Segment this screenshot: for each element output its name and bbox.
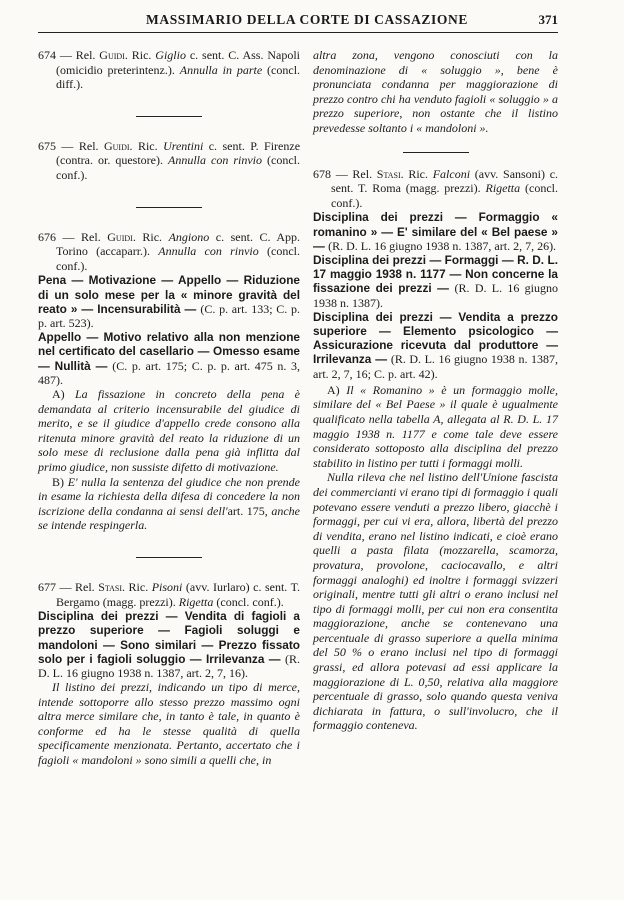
maxim-body bbox=[313, 383, 558, 471]
ric-label: Ric. bbox=[131, 48, 152, 62]
maxim-reference: (R. D. L. 16 giugno 1938 n. 1387). bbox=[313, 281, 558, 310]
conclusion: (concl. conf.). bbox=[56, 153, 301, 182]
left-column bbox=[38, 48, 300, 768]
maxim-heading bbox=[38, 609, 300, 680]
entry-number: 674 — Rel. bbox=[38, 48, 96, 62]
entry-number: 678 — Rel. bbox=[313, 166, 373, 181]
ric-label: Ric. bbox=[128, 579, 149, 594]
maxim-body bbox=[38, 387, 300, 475]
conclusion: (concl. conf.). bbox=[216, 594, 284, 609]
paragraph-text: anche se intende respingerla. bbox=[38, 503, 300, 533]
paragraph-text: E' nulla la sentenza del giudice che non prende in esame la richiesta della difesa di concedere la non iscrizione della condanna ai sensi dell' bbox=[38, 474, 301, 518]
maxim-text: Disciplina dei prezzi — Formaggio « romanino » — E' similare del « Bel paese » — bbox=[313, 210, 558, 253]
maxim-reference: (C. p. art. 133; C. p. p. art. 523). bbox=[38, 301, 300, 330]
entry-675 bbox=[38, 139, 300, 183]
outcome: Annulla con rinvio bbox=[158, 244, 259, 259]
page-number: 371 bbox=[538, 12, 558, 27]
maxim-reference: (R. D. L. 16 giugno 1938 n. 1387, art. 2, 7, 16; C. p. art. 42). bbox=[313, 352, 558, 381]
rapporteur: Stasi. bbox=[376, 166, 404, 181]
paragraph-text: Il listino dei prezzi, indicando un tipo di merce, intende sottoporre allo stesso prezzo massimo ogni altra merce similare che, in tanto è tale, in quanto è conforme ed ha le stesse qualità di quella specificamente menzionata. Pertanto, accertato che i fagioli « mandoloni » sono simili a quelli che, in bbox=[38, 680, 300, 768]
rapporteur: Guidi. bbox=[103, 138, 133, 153]
paragraph-label: B) bbox=[52, 474, 64, 489]
court-ref: c. sent. C. App. Torino (accaparr.). bbox=[56, 229, 301, 259]
entry-676 bbox=[38, 230, 300, 533]
maxim-body bbox=[313, 470, 558, 733]
maxim-heading bbox=[313, 253, 558, 310]
party-name: Giglio bbox=[155, 48, 186, 62]
outcome: Rigetta bbox=[485, 181, 521, 196]
right-column bbox=[313, 48, 558, 733]
maxim-reference: (C. p. art. 175; C. p. p. art. 475 n. 3, 487). bbox=[38, 358, 300, 387]
paragraph-text: altra zona, vengono conosciuti con la denominazione di « soluggio », bene è pronunciata condanna per maggiorazione di prezzo contro chi ha venduto fagioli « soluggio » a prezzo superiore, non ostante che il listino prevedesse soltanto i « mandoloni ». bbox=[313, 48, 558, 135]
maxim-text: Pena — Motivazione — Appello — Riduzione di un solo mese per la « minore gravità del reato » — Incensurabilità — bbox=[38, 273, 300, 316]
rapporteur: Guidi. bbox=[99, 48, 128, 62]
maxim-text: Disciplina dei prezzi — Vendita di fagioli a prezzo superiore — Fagioli soluggi e mandoloni — Sono similari — Prezzo fissato solo per i fagioli soluggio — Irrilevanza — bbox=[38, 609, 300, 666]
entry-heading bbox=[313, 167, 558, 211]
maxim-body bbox=[38, 475, 300, 533]
maxim-heading bbox=[313, 210, 558, 253]
entry-heading bbox=[38, 139, 300, 183]
maxim-heading bbox=[38, 330, 300, 387]
entry-number: 676 — Rel. bbox=[38, 229, 101, 244]
maxim-heading bbox=[313, 310, 558, 381]
conclusion: (concl. conf.). bbox=[56, 244, 300, 273]
entry-heading bbox=[38, 48, 300, 92]
party-name: Urentini bbox=[163, 138, 204, 153]
entry-674 bbox=[38, 48, 300, 92]
article-ref: art. 175, bbox=[227, 503, 268, 518]
outcome: Annulla in parte bbox=[179, 62, 263, 77]
separator bbox=[136, 207, 202, 208]
maxim-reference: (R. D. L. 16 giugno 1938 n. 1387, art. 2, 7, 26). bbox=[328, 238, 557, 253]
ric-label: Ric. bbox=[408, 166, 428, 181]
paragraph-label: A) bbox=[52, 386, 65, 401]
continued-paragraph bbox=[313, 48, 558, 136]
court-ref: c. sent. C. Ass. Napoli (omicidio preterintenz.). bbox=[56, 48, 300, 77]
paragraph-text: Nulla rileva che nel listino dell'Unione fascista dei commercianti vi erano tipi di formaggio i quali potevano essere venduti a prezzo libero, giacchè i formaggi, per cui vi era, allora, libertà del prezzo di vendita, erano nel listino indicati, e cioè erano quelli a pasta filata (mozzarella, scamorza, provatura, provolone, caciocavallo, e altri formaggi analoghi) ed inoltre i formaggi svizzeri originali, mentre tutti gli altri o erano inclusi nel tipo di formaggi molli, per cui non era consentita maggiorazione, anche se contenevano una percentuale di grasso superiore a quella minima del 50 % o erano inclusi nel tipo di formaggi grassi, ed allora potevasi ad essi applicare la maggiorazione di L. 0,50, relativa alla maggiore percentuale di grasso, solo quando questa veniva dichiarata in fattura, o sull'involucro, che il formaggio conteneva. bbox=[313, 470, 558, 733]
maxim-body bbox=[38, 680, 300, 768]
paragraph-text: Il « Romanino » è un formaggio molle, similare del « Bel Paese » il quale è ugualmente qualificato nella tabella A, allegata al R. D. L. 17 maggio 1938 n. 1177 e come tale deve essere considerato sottoposto alla disciplina del prezzo stabilito in listino per tutti i formaggi molli. bbox=[313, 382, 559, 470]
maxim-text: Appello — Motivo relativo alla non menzione nel certificato del casellario — Omesso esame — Nullità — bbox=[38, 330, 300, 373]
party-name: Pisoni bbox=[151, 579, 183, 594]
entry-heading bbox=[38, 230, 300, 274]
rapporteur: Stasi. bbox=[98, 579, 126, 594]
maxim-text: Disciplina dei prezzi — Formaggi — R. D. L. 17 maggio 1938 n. 1177 — Non concerne la fissazione dei prezzi — bbox=[313, 252, 558, 296]
outcome: Rigetta bbox=[178, 594, 214, 609]
maxim-heading bbox=[38, 273, 300, 330]
paragraph-label: A) bbox=[327, 382, 340, 397]
court-ref: (avv. Sansoni) c. sent. T. Roma (magg. prezzi). bbox=[331, 166, 559, 196]
paragraph-text: La fissazione in concreto della pena è demandata al criterio incensurabile del giudice di merito, e se il giudice d'appello crede consono alla ritenuta minore gravità del reato la riduzione di un solo mese di reclusione dalla pena già inflitta dal primo giudice, non sussiste difetto di motivazione. bbox=[38, 386, 301, 474]
maxim-text: Disciplina dei prezzi — Vendita a prezzo superiore — Elemento psicologico — Assicurazione ricevuta dal produttore — Irrilevanza — bbox=[313, 309, 558, 367]
separator bbox=[403, 152, 469, 153]
outcome: Annulla con rinvio bbox=[168, 153, 263, 168]
entry-heading bbox=[38, 580, 300, 609]
court-ref: (avv. Iurlaro) c. sent. T. Bergamo (magg. prezzi). bbox=[56, 579, 301, 609]
ric-label: Ric. bbox=[137, 138, 158, 153]
rapporteur: Guidi. bbox=[107, 229, 136, 244]
court-ref: c. sent. P. Firenze (contra. or. questore). bbox=[56, 138, 301, 168]
separator bbox=[136, 557, 202, 558]
conclusion: (concl. diff.). bbox=[56, 62, 301, 92]
party-name: Falconi bbox=[432, 166, 471, 181]
party-name: Angiono bbox=[168, 229, 210, 244]
entry-number: 675 — Rel. bbox=[38, 138, 99, 153]
entry-number: 677 — Rel. bbox=[38, 579, 95, 594]
entry-677 bbox=[38, 580, 300, 768]
ric-label: Ric. bbox=[142, 229, 163, 244]
entry-678 bbox=[313, 167, 558, 733]
running-header bbox=[38, 6, 558, 33]
separator bbox=[136, 116, 202, 117]
conclusion: (concl. conf.). bbox=[331, 181, 558, 210]
header-title: MASSIMARIO DELLA CORTE DI CASSAZIONE bbox=[146, 12, 468, 27]
maxim-reference: (R. D. L. 16 giugno 1938 n. 1387, art. 2, 7, 16). bbox=[38, 651, 301, 680]
